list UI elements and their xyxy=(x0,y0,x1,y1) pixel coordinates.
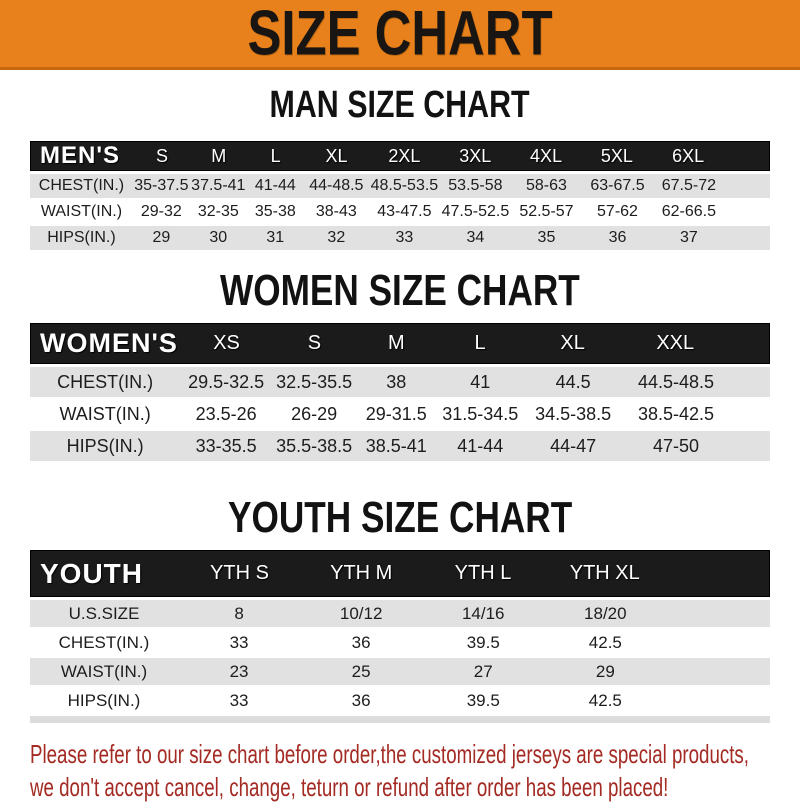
women-size-table xyxy=(30,323,770,463)
measurement-value: 23.5-26 xyxy=(195,403,257,424)
size-column-header: 5XL xyxy=(600,145,633,166)
measurement-value: 35 xyxy=(537,229,556,246)
men-section-heading-text: MAN SIZE CHART xyxy=(269,84,531,126)
measurement-value: 36 xyxy=(608,229,627,246)
measurement-label: HIPS(IN.) xyxy=(66,435,144,456)
measurement-label: CHEST(IN.) xyxy=(38,177,125,194)
youth-size-table xyxy=(30,550,770,716)
size-column-header: M xyxy=(211,145,227,166)
size-column-header: XXL xyxy=(656,332,695,354)
women-section-heading xyxy=(0,268,800,314)
measurement-label: WAIST(IN.) xyxy=(40,203,123,220)
measurement-value: 36 xyxy=(351,690,371,710)
size-column-header: 2XL xyxy=(388,145,421,166)
measurement-value: 38-43 xyxy=(315,203,357,220)
measurement-value: 39.5 xyxy=(466,632,500,652)
measurement-label: CHEST(IN.) xyxy=(58,632,150,652)
size-column-header: M xyxy=(387,332,405,354)
measurement-label: CHEST(IN.) xyxy=(57,371,154,392)
measurement-value: 44.5-48.5 xyxy=(637,371,714,392)
measurement-value: 35.5-38.5 xyxy=(276,435,353,456)
measurement-value: 29-32 xyxy=(140,203,182,220)
measurement-row xyxy=(30,658,770,687)
measurement-value: 35-37.5 xyxy=(134,177,189,194)
measurement-row xyxy=(30,367,770,399)
measurement-value: 29.5-32.5 xyxy=(188,371,265,392)
table-group-label: WOMEN'S xyxy=(40,328,178,358)
measurement-label: WAIST(IN.) xyxy=(59,403,151,424)
table-header-row xyxy=(30,141,770,171)
table-group-label: MEN'S xyxy=(40,142,121,169)
measurement-value: 53.5-58 xyxy=(448,177,503,194)
disclaimer-line-2: we don't accept cancel, change, teturn or refund after order has been placed! xyxy=(30,772,669,802)
measurement-value: 42.5 xyxy=(588,690,622,710)
measurement-value: 32-35 xyxy=(197,203,239,220)
measurement-value: 27 xyxy=(473,661,493,681)
measurement-value: 38.5-41 xyxy=(365,435,427,456)
size-chart-banner xyxy=(0,0,800,70)
measurement-value: 8 xyxy=(234,603,244,623)
size-column-header: YTH S xyxy=(210,562,269,584)
measurement-value: 34 xyxy=(466,229,485,246)
youth-section-heading xyxy=(0,495,800,541)
measurement-value: 35-38 xyxy=(254,203,296,220)
measurement-value: 33 xyxy=(229,632,249,652)
table-header-row xyxy=(30,550,770,597)
measurement-value: 41-44 xyxy=(457,435,504,456)
measurement-value: 37.5-41 xyxy=(191,177,246,194)
measurement-value: 52.5-57 xyxy=(519,203,574,220)
measurement-value: 29 xyxy=(152,229,171,246)
measurement-value: 44-47 xyxy=(550,435,597,456)
size-column-header: YTH XL xyxy=(569,562,640,584)
measurement-row xyxy=(30,600,770,629)
measurement-value: 67.5-72 xyxy=(661,177,717,194)
measurement-label: HIPS(IN.) xyxy=(67,690,141,710)
measurement-value: 57-62 xyxy=(597,203,638,220)
measurement-row xyxy=(30,629,770,658)
size-column-header: XS xyxy=(213,332,240,354)
measurement-value: 29-31.5 xyxy=(365,403,427,424)
measurement-value: 38 xyxy=(386,371,407,392)
measurement-value: 10/12 xyxy=(339,603,383,623)
measurement-value: 31.5-34.5 xyxy=(442,403,519,424)
youth-section-heading-text: YOUTH SIZE CHART xyxy=(227,493,573,542)
measurement-value: 48.5-53.5 xyxy=(370,177,439,194)
measurement-row xyxy=(30,200,770,226)
measurement-label: U.S.SIZE xyxy=(68,603,140,623)
size-column-header: L xyxy=(474,332,486,354)
measurement-row xyxy=(30,226,770,252)
measurement-value: 33-35.5 xyxy=(195,435,257,456)
size-column-header: YTH L xyxy=(454,562,512,584)
measurement-value: 25 xyxy=(351,661,371,681)
measurement-value: 41 xyxy=(470,371,491,392)
men-size-table xyxy=(30,141,770,252)
measurement-label: WAIST(IN.) xyxy=(60,661,148,681)
size-column-header: 3XL xyxy=(459,145,492,166)
measurement-value: 29 xyxy=(595,661,615,681)
measurement-value: 32.5-35.5 xyxy=(276,371,353,392)
measurement-value: 44-48.5 xyxy=(309,177,364,194)
measurement-value: 23 xyxy=(229,661,249,681)
disclaimer-text xyxy=(30,738,800,804)
measurement-value: 14/16 xyxy=(461,603,505,623)
women-section-heading-text: WOMEN SIZE CHART xyxy=(220,266,580,315)
size-column-header: 6XL xyxy=(672,145,705,166)
size-column-header: S xyxy=(155,145,168,166)
measurement-value: 63-67.5 xyxy=(590,177,645,194)
measurement-label: HIPS(IN.) xyxy=(47,229,116,246)
measurement-value: 42.5 xyxy=(588,632,622,652)
disclaimer-line-1: Please refer to our size chart before order,the customized jerseys are special products, xyxy=(30,739,749,769)
measurement-value: 47.5-52.5 xyxy=(441,203,510,220)
size-column-header: L xyxy=(270,145,281,166)
measurement-value: 33 xyxy=(229,690,249,710)
size-column-header: S xyxy=(307,332,322,354)
table-group-label: YOUTH xyxy=(40,557,143,589)
measurement-value: 44.5 xyxy=(555,371,591,392)
measurement-row xyxy=(30,687,770,716)
measurement-value: 62-66.5 xyxy=(661,203,717,220)
measurement-value: 58-63 xyxy=(525,177,567,194)
measurement-value: 18/20 xyxy=(584,603,627,623)
measurement-value: 26-29 xyxy=(291,403,338,424)
measurement-row xyxy=(30,399,770,431)
measurement-value: 37 xyxy=(679,229,698,246)
size-column-header: YTH M xyxy=(330,562,393,584)
table-header-row xyxy=(30,323,770,364)
measurement-value: 36 xyxy=(351,632,371,652)
measurement-value: 38.5-42.5 xyxy=(637,403,714,424)
measurement-value: 47-50 xyxy=(652,435,699,456)
measurement-value: 43-47.5 xyxy=(377,203,432,220)
size-column-header: XL xyxy=(325,145,348,166)
measurement-value: 31 xyxy=(266,229,285,246)
men-section-heading xyxy=(0,86,800,124)
measurement-value: 33 xyxy=(395,229,414,246)
measurement-value: 41-44 xyxy=(254,177,296,194)
measurement-value: 34.5-38.5 xyxy=(535,403,612,424)
measurement-value: 39.5 xyxy=(466,690,500,710)
measurement-row xyxy=(30,431,770,463)
measurement-value: 30 xyxy=(209,229,228,246)
youth-table-bottom-strip xyxy=(30,716,770,723)
size-column-header: XL xyxy=(560,332,585,354)
measurement-row xyxy=(30,174,770,200)
size-column-header: 4XL xyxy=(530,145,563,166)
banner-title: SIZE CHART xyxy=(247,0,553,69)
measurement-value: 32 xyxy=(327,229,346,246)
